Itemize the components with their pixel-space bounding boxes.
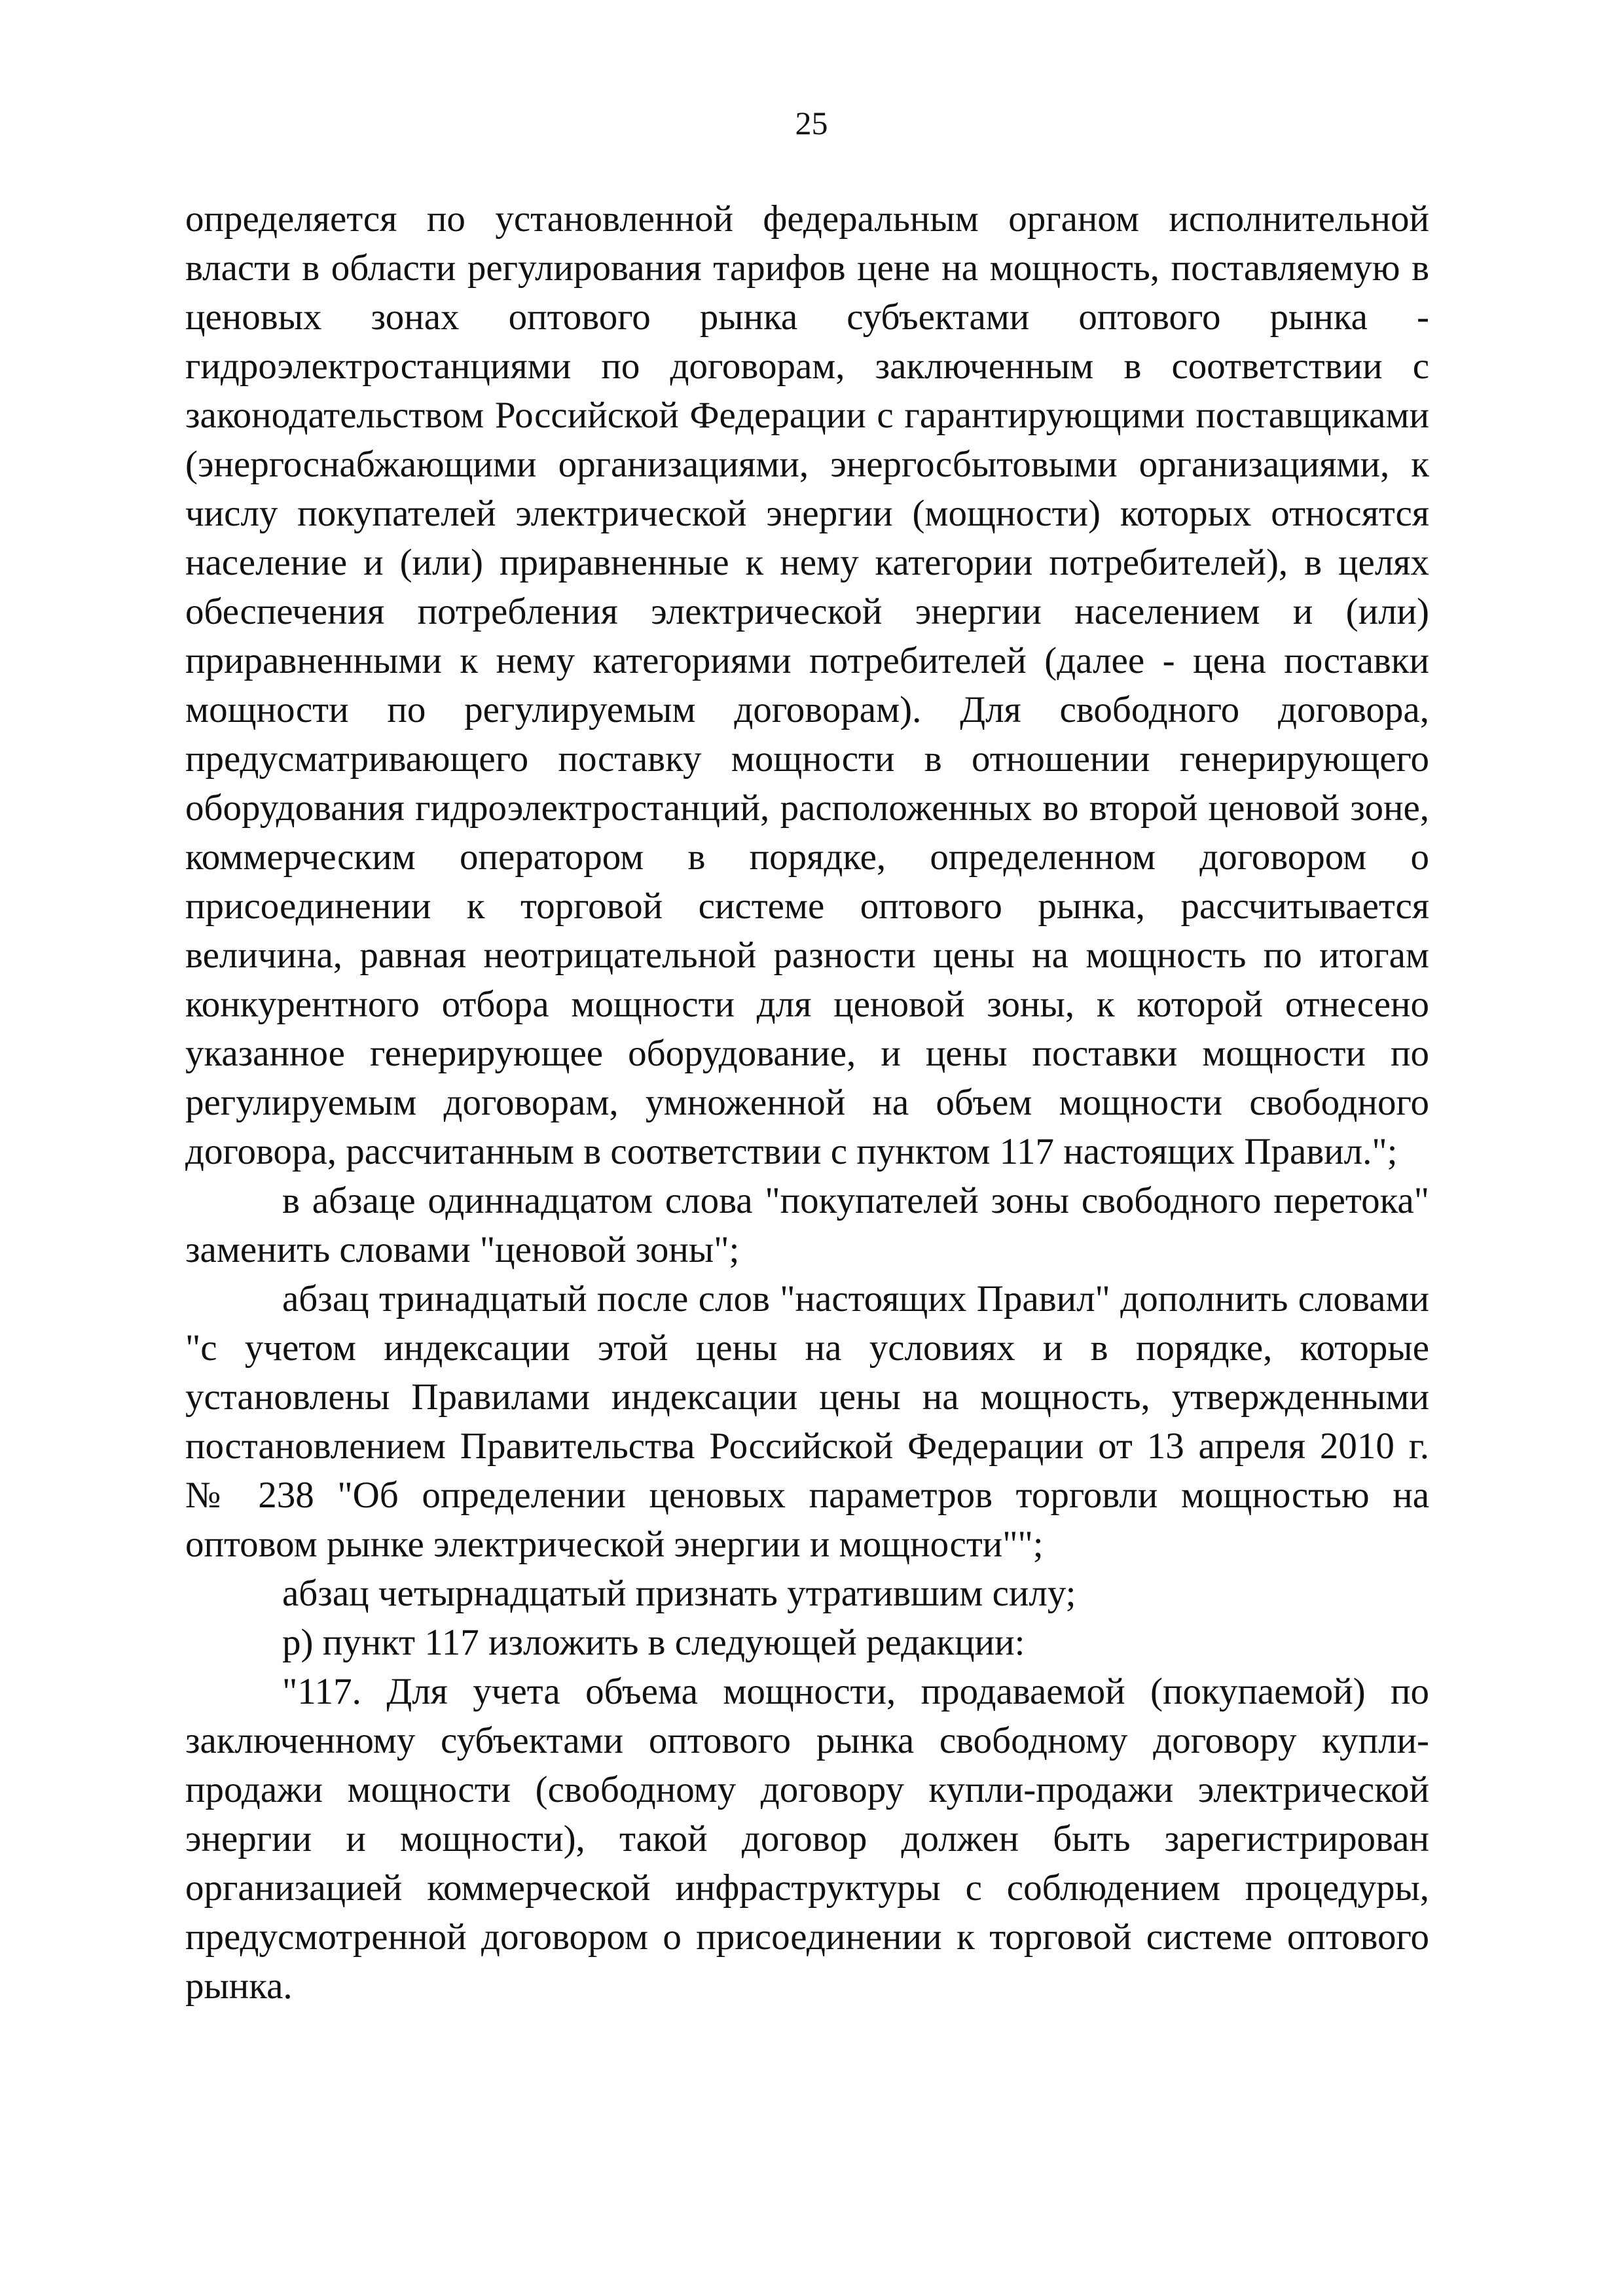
page-number: 25 [795,105,828,141]
paragraph-amendment-fourteenth: абзац четырнадцатый признать утратившим силу; [282,1573,1076,1614]
paragraph-amendment-eleventh: в абзаце одиннадцатом слова "покупателей зоны свободного перетока" заменить словами "ценовой зоны"; [185,1180,1429,1270]
document-body [185,194,1429,2011]
paragraph-item-r: р) пункт 117 изложить в следующей редакции: [282,1622,1025,1663]
paragraph-amendment-thirteenth: абзац тринадцатый после слов "настоящих Правил" дополнить словами "с учетом индексации этой цены на условиях и в порядке, которые установлены Правилами индексации цены на мощность, утвержденными постановлением Правительства Российской Федерации от 13 апреля 2010 г. № 238 "Об определении ценовых параметров торговли мощностью на оптовом рынке электрической энергии и мощности""; [185,1278,1429,1565]
paragraph-clause-117: "117. Для учета объема мощности, продаваемой (покупаемой) по заключенному субъектами оптового рынка свободному договору купли-продажи мощности (свободному договору купли-продажи электрической энергии и мощности), такой договор должен быть зарегистрирован организацией коммерческой инфраструктуры с соблюдением процедуры, предусмотренной договором о присоединении к торговой системе оптового рынка. [185,1671,1429,2007]
paragraph-continuation: определяется по установленной федеральным органом исполнительной власти в области регулирования тарифов цене на мощность, поставляемую в ценовых зонах оптового рынка субъектами оптового рынка - гидроэлектростанциями по договорам, заключенным в соответствии с законодательством Российской Федерации с гарантирующими поставщиками (энергоснабжающими организациями, энергосбытовыми организациями, к числу покупателей электрической энергии (мощности) которых относятся население и (или) приравненные к нему категории потребителей), в целях обеспечения потребления электрической энергии населением и (или) приравненными к нему категориями потребителей (далее - цена поставки мощности по регулируемым договорам). Для свободного договора, предусматривающего поставку мощности в отношении генерирующего оборудования гидроэлектростанций, расположенных во второй ценовой зоне, коммерческим оператором в порядке, определенном договором о присоединении к торговой системе оптового рынка, рассчитывается величина, равная неотрицательной разности цены на мощность по итогам конкурентного отбора мощности для ценовой зоны, к которой отнесено указанное генерирующее оборудование, и цены поставки мощности по регулируемым договорам, умноженной на объем мощности свободного договора, рассчитанным в соответствии с пунктом 117 настоящих Правил."; [185,198,1429,1172]
